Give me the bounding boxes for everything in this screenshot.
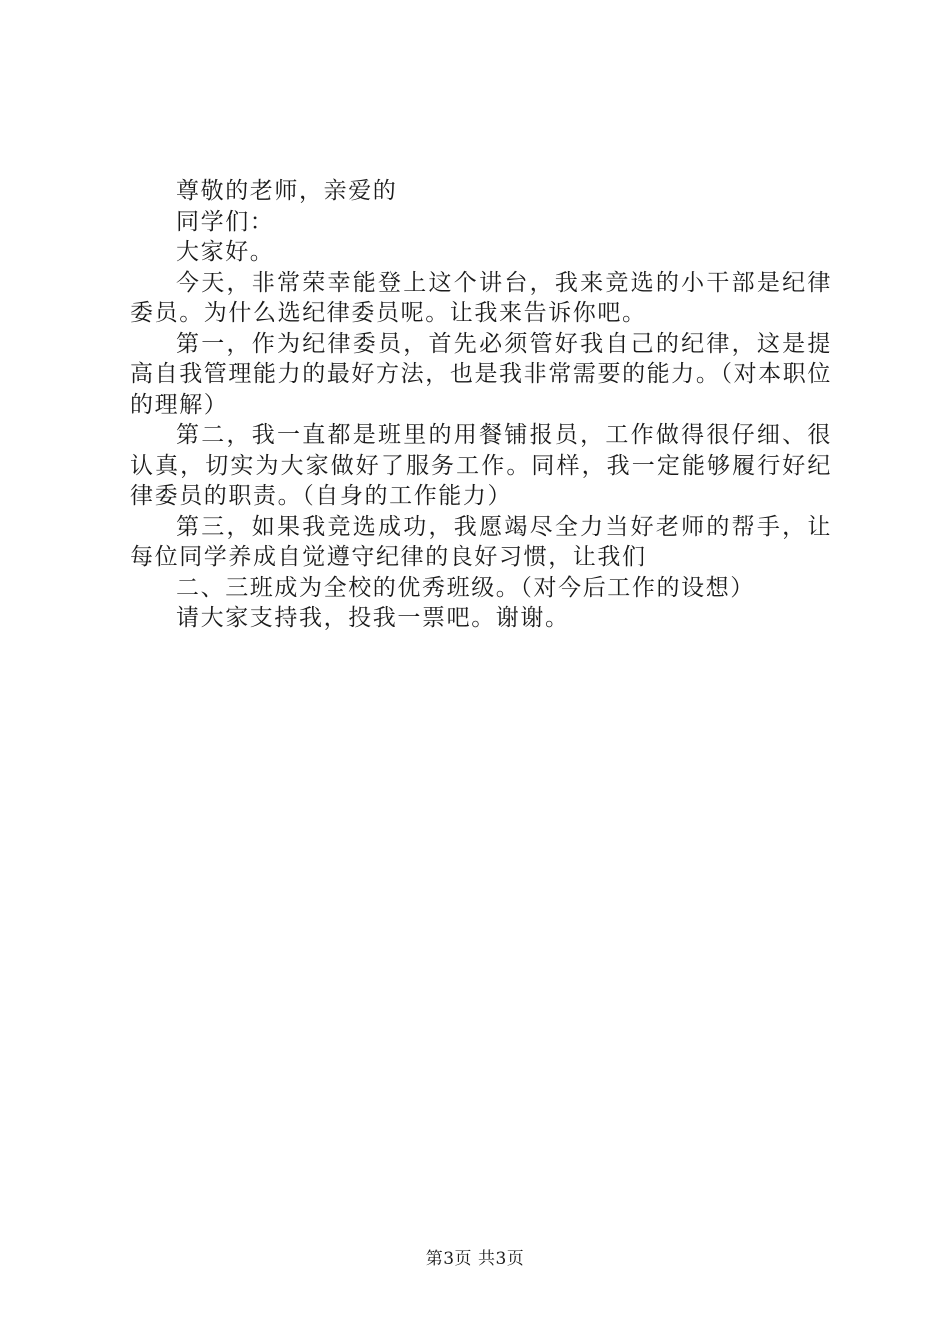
page-number-footer: 第3页 共3页 — [425, 1249, 525, 1269]
paragraph-second-point: 第二，我一直都是班里的用餐铺报员，工作做得很仔细、很认真，切实为大家做好了服务工作。同样，我一定能够履行好纪律委员的职责。（自身的工作能力） — [130, 422, 832, 509]
paragraph-third-point-continued: 二、三班成为全校的优秀班级。（对今后工作的设想） — [176, 574, 755, 601]
paragraph-third-point: 第三，如果我竞选成功，我愿竭尽全力当好老师的帮手，让每位同学养成自觉遵守纪律的良好习惯，让我们 — [130, 513, 832, 570]
greeting: 大家好。 — [176, 239, 275, 265]
paragraph-first-point: 第一，作为纪律委员，首先必须管好我自己的纪律，这是提高自我管理能力的最好方法，也是我非常需要的能力。（对本职位的理解） — [130, 330, 832, 418]
paragraph-closing: 请大家支持我，投我一票吧。谢谢。 — [176, 605, 570, 631]
document-body — [130, 176, 832, 634]
salutation-line-1: 尊敬的老师，亲爱的 — [176, 178, 398, 204]
paragraph-intro: 今天，非常荣幸能登上这个讲台，我来竞选的小干部是纪律委员。为什么选纪律委员呢。让我来告诉你吧。 — [130, 269, 832, 326]
salutation-line-2: 同学们： — [176, 208, 275, 235]
